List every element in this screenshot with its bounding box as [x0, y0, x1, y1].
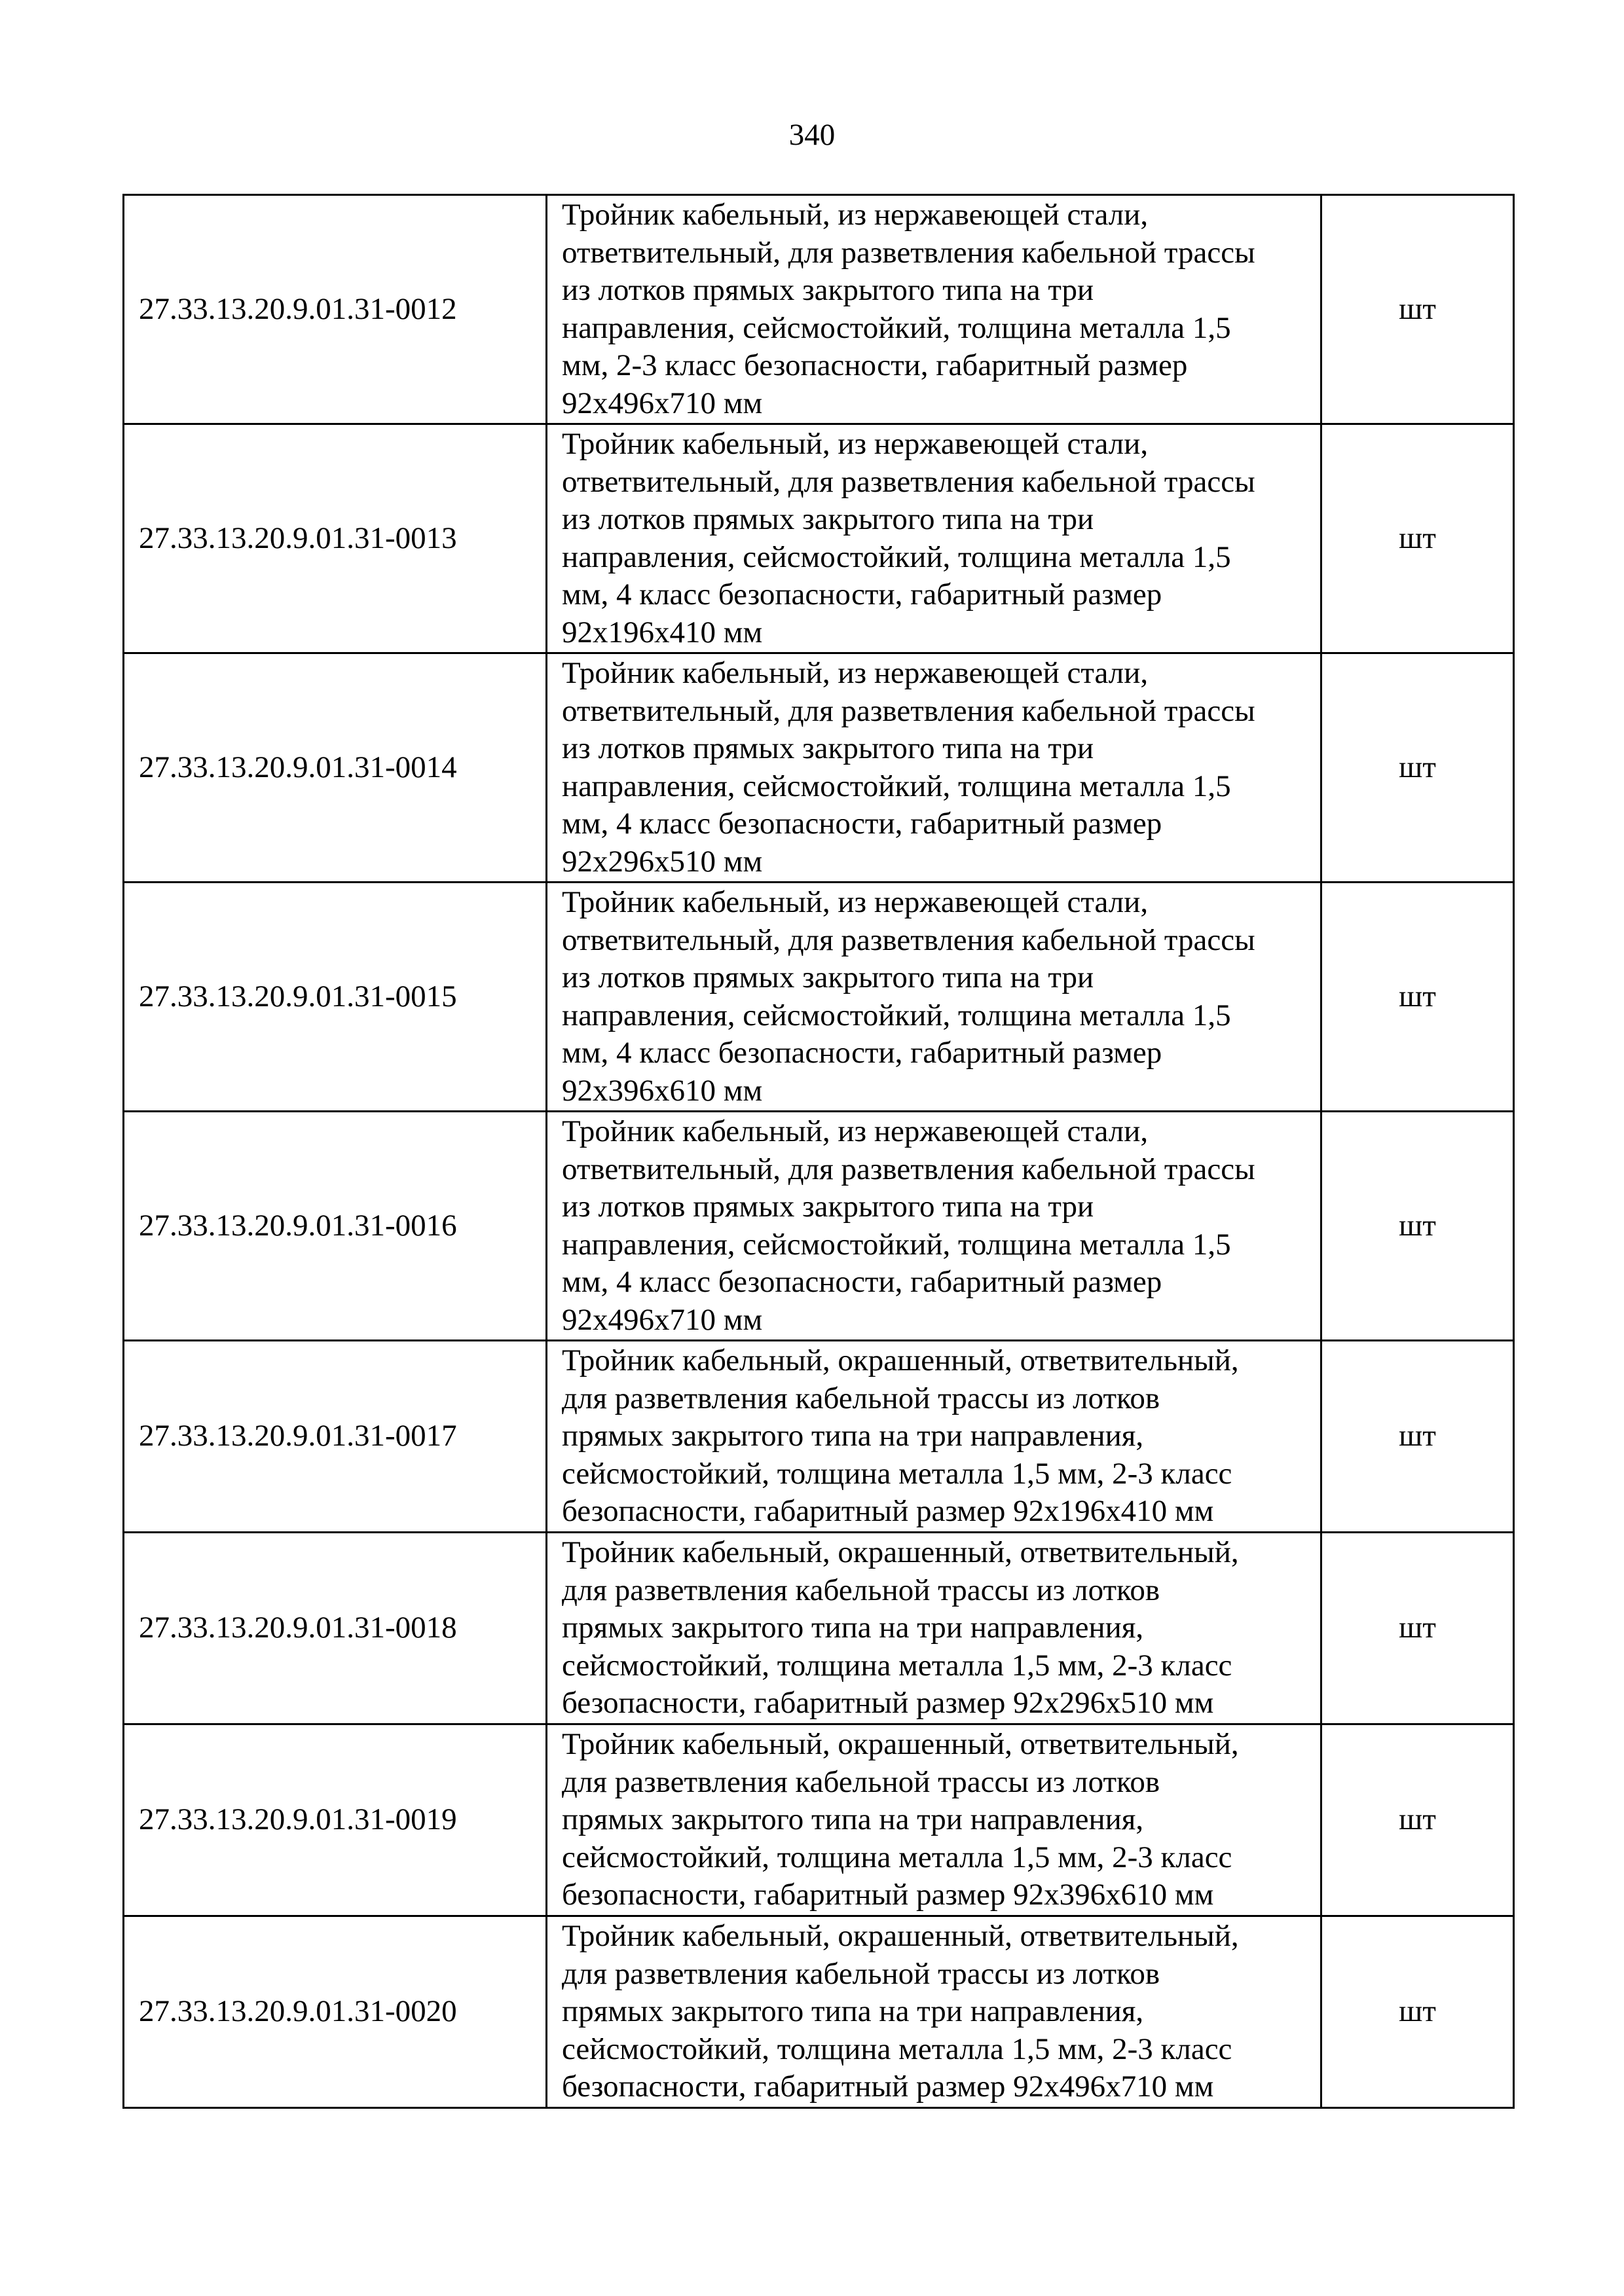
resource-description — [547, 653, 1321, 883]
table-row — [124, 883, 1514, 1112]
resource-description — [547, 1916, 1321, 2108]
description-line: направления, сейсмостойкий, толщина металла 1,5 — [562, 539, 1231, 574]
table-row — [124, 424, 1514, 653]
resource-unit: шт — [1321, 1341, 1514, 1533]
resource-unit: шт — [1321, 424, 1514, 653]
resource-description — [547, 1112, 1321, 1341]
page-number: 340 — [788, 118, 836, 152]
description-line: ответвительный, для разветвления кабельной трассы — [562, 235, 1255, 270]
resource-code: 27.33.13.20.9.01.31-0014 — [124, 653, 547, 883]
description-line: безопасности, габаритный размер 92х296х510 мм — [562, 1686, 1214, 1721]
resource-code: 27.33.13.20.9.01.31-0016 — [124, 1112, 547, 1341]
description-line: Тройник кабельный, из нержавеющей стали, — [562, 656, 1149, 690]
description-line: сейсмостойкий, толщина металла 1,5 мм, 2-3 класс — [562, 2032, 1232, 2066]
resource-unit: шт — [1321, 883, 1514, 1112]
description-line: сейсмостойкий, толщина металла 1,5 мм, 2-3 класс — [562, 1840, 1232, 1874]
description-line: для разветвления кабельной трассы из лотков — [562, 1764, 1160, 1799]
description-line: Тройник кабельный, окрашенный, ответвительный, — [562, 1535, 1239, 1570]
description-line: 92х496х710 мм — [562, 386, 763, 420]
description-line: безопасности, габаритный размер 92х196х410 мм — [562, 1494, 1214, 1529]
description-line: для разветвления кабельной трассы из лотков — [562, 1381, 1160, 1415]
description-line: мм, 4 класс безопасности, габаритный размер — [562, 1265, 1162, 1299]
resource-description — [547, 1724, 1321, 1916]
description-line: ответвительный, для разветвления кабельной трассы — [562, 693, 1255, 728]
resource-code: 27.33.13.20.9.01.31-0020 — [124, 1916, 547, 2108]
table-row — [124, 1341, 1514, 1533]
description-line: направления, сейсмостойкий, толщина металла 1,5 — [562, 769, 1231, 803]
table-row — [124, 195, 1514, 424]
resource-unit: шт — [1321, 1533, 1514, 1724]
description-line: ответвительный, для разветвления кабельной трассы — [562, 922, 1255, 957]
description-line: прямых закрытого типа на три направления, — [562, 1994, 1144, 2029]
description-line: ответвительный, для разветвления кабельной трассы — [562, 464, 1255, 499]
table-row — [124, 1724, 1514, 1916]
description-line: из лотков прямых закрытого типа на три — [562, 960, 1094, 994]
description-line: безопасности, габаритный размер 92х496х710 мм — [562, 2069, 1214, 2104]
description-line: сейсмостойкий, толщина металла 1,5 мм, 2-3 класс — [562, 1456, 1232, 1491]
description-line: Тройник кабельный, окрашенный, ответвительный, — [562, 1919, 1239, 1954]
description-line: Тройник кабельный, из нержавеющей стали, — [562, 1114, 1149, 1148]
resource-unit: шт — [1321, 1112, 1514, 1341]
resource-code: 27.33.13.20.9.01.31-0015 — [124, 883, 547, 1112]
description-line: для разветвления кабельной трассы из лотков — [562, 1956, 1160, 1991]
table-row — [124, 1533, 1514, 1724]
resource-code: 27.33.13.20.9.01.31-0013 — [124, 424, 547, 653]
description-line: сейсмостойкий, толщина металла 1,5 мм, 2-3 класс — [562, 1648, 1232, 1683]
table-row — [124, 1112, 1514, 1341]
description-line: ответвительный, для разветвления кабельной трассы — [562, 1152, 1255, 1186]
description-line: прямых закрытого типа на три направления, — [562, 1802, 1144, 1837]
description-line: направления, сейсмостойкий, толщина металла 1,5 — [562, 998, 1231, 1032]
description-line: Тройник кабельный, из нержавеющей стали, — [562, 427, 1149, 461]
table-row — [124, 653, 1514, 883]
description-line: Тройник кабельный, окрашенный, ответвительный, — [562, 1727, 1239, 1762]
description-line: из лотков прямых закрытого типа на три — [562, 731, 1094, 765]
description-line: Тройник кабельный, окрашенный, ответвительный, — [562, 1343, 1239, 1378]
resource-unit: шт — [1321, 653, 1514, 883]
resource-code: 27.33.13.20.9.01.31-0018 — [124, 1533, 547, 1724]
resource-description — [547, 1533, 1321, 1724]
resource-description — [547, 883, 1321, 1112]
resource-description — [547, 1341, 1321, 1533]
description-line: Тройник кабельный, из нержавеющей стали, — [562, 198, 1149, 232]
description-line: мм, 2-3 класс безопасности, габаритный размер — [562, 348, 1188, 382]
description-line: 92х496х710 мм — [562, 1302, 763, 1337]
resource-description — [547, 195, 1321, 424]
resource-unit: шт — [1321, 195, 1514, 424]
description-line: направления, сейсмостойкий, толщина металла 1,5 — [562, 1227, 1231, 1262]
description-line: 92х296х510 мм — [562, 844, 763, 879]
description-line: из лотков прямых закрытого типа на три — [562, 1190, 1094, 1224]
resource-unit: шт — [1321, 1724, 1514, 1916]
resource-code: 27.33.13.20.9.01.31-0019 — [124, 1724, 547, 1916]
description-line: мм, 4 класс безопасности, габаритный размер — [562, 807, 1162, 841]
description-line: прямых закрытого типа на три направления, — [562, 1611, 1144, 1645]
resource-table-body — [124, 195, 1514, 2108]
resource-unit: шт — [1321, 1916, 1514, 2108]
resource-description — [547, 424, 1321, 653]
table-row — [124, 1916, 1514, 2108]
description-line: направления, сейсмостойкий, толщина металла 1,5 — [562, 310, 1231, 345]
resource-code: 27.33.13.20.9.01.31-0012 — [124, 195, 547, 424]
description-line: мм, 4 класс безопасности, габаритный размер — [562, 577, 1162, 611]
resource-code: 27.33.13.20.9.01.31-0017 — [124, 1341, 547, 1533]
description-line: Тройник кабельный, из нержавеющей стали, — [562, 885, 1149, 919]
description-line: 92х396х610 мм — [562, 1073, 763, 1108]
description-line: из лотков прямых закрытого типа на три — [562, 502, 1094, 536]
resource-table — [122, 194, 1515, 2109]
description-line: прямых закрытого типа на три направления, — [562, 1419, 1144, 1453]
description-line: из лотков прямых закрытого типа на три — [562, 273, 1094, 307]
description-line: мм, 4 класс безопасности, габаритный размер — [562, 1036, 1162, 1070]
description-line: для разветвления кабельной трассы из лотков — [562, 1573, 1160, 1607]
description-line: 92х196х410 мм — [562, 615, 763, 649]
description-line: безопасности, габаритный размер 92х396х610 мм — [562, 1878, 1214, 1912]
